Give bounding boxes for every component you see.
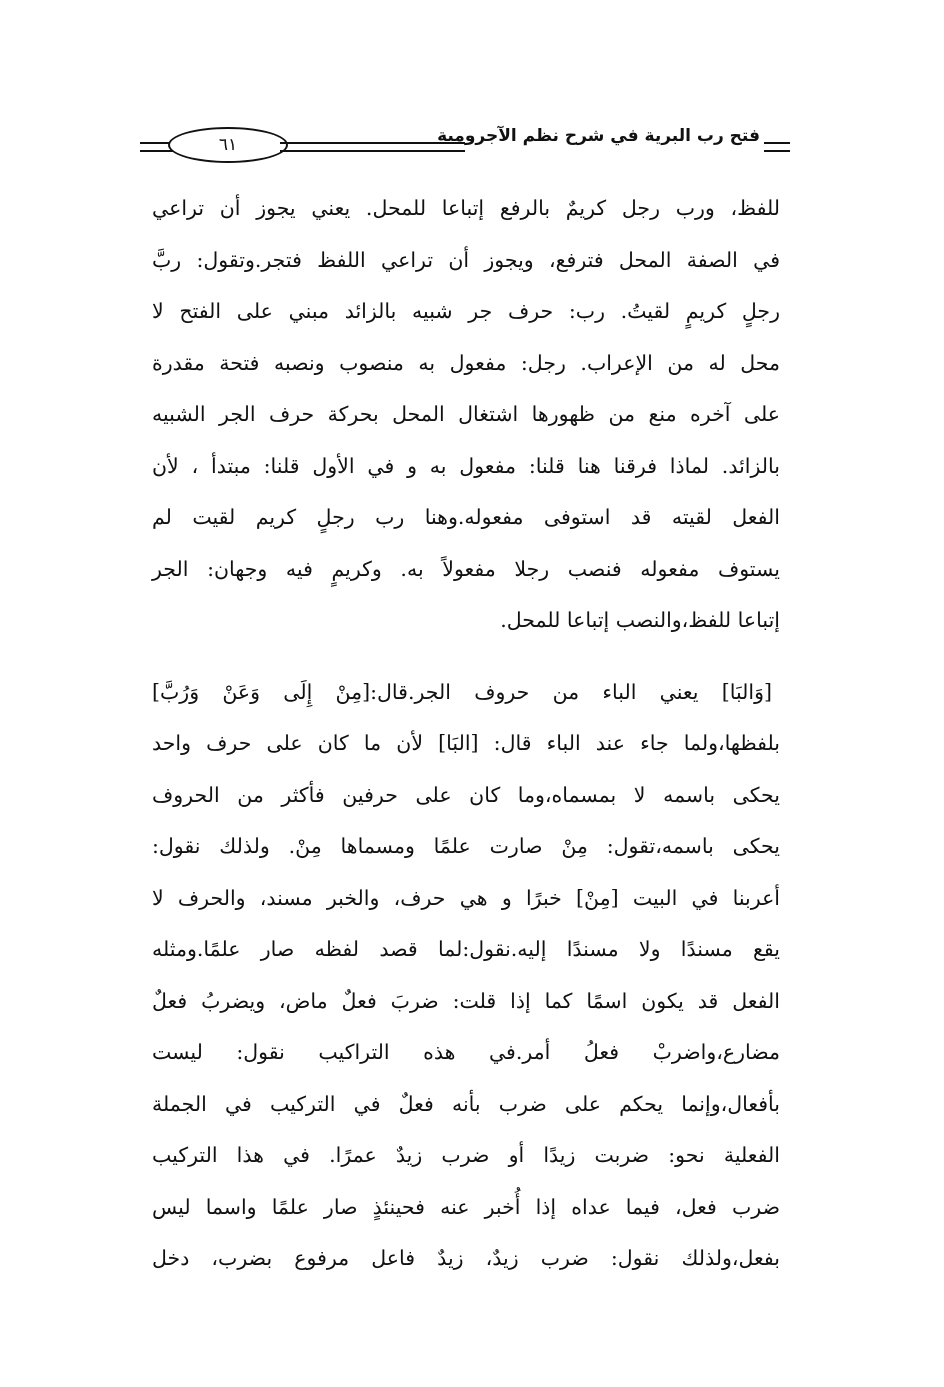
text-line: رجلٍ كريمٍ لقيتُ. رب: حرف جر شبيه بالزائد مبني على الفتح لا bbox=[152, 299, 780, 323]
text-line: ضرب فعل، فيما عداه إذا أُخبر عنه فحينئذٍ صار علمًا واسما ليس bbox=[152, 1194, 780, 1219]
text-line: إتباعا للفظ،والنصب إتباعا للمحل. bbox=[500, 608, 780, 632]
running-header bbox=[140, 118, 790, 158]
paragraph-2 bbox=[152, 667, 780, 1285]
text-line: بلفظها،ولما جاء عند الباء قال: [البَا] لأن ما كان على حرف واحد bbox=[152, 731, 780, 755]
text-line: الفعل لقيته قد استوفى مفعوله.وهنا رب رجلٍ كريم لقيت لم bbox=[152, 505, 780, 529]
paragraph-1 bbox=[152, 183, 780, 647]
text-line: يحكى باسمه،تقول: مِنْ صارت علمًا ومسماها مِنْ. ولذلك نقول: bbox=[152, 834, 780, 858]
text-line: الفعل قد يكون اسمًا كما إذا قلت: ضربَ فعلٌ ماض، ويضربُ فعلٌ bbox=[152, 988, 780, 1013]
header-rule-right bbox=[764, 142, 790, 152]
text-line: يقع مسندًا ولا مسندًا إليه.نقول:لما قصد لفظه صار علمًا.ومثله bbox=[152, 937, 780, 961]
text-line: مضارع،واضربْ فعلُ أمر.في هذه التراكيب نقول: ليست bbox=[152, 1040, 780, 1064]
page-number: ٦١ bbox=[168, 127, 288, 163]
text-line: بالزائد. لماذا فرقنا هنا قلنا: مفعول به و في الأول قلنا: مبتدأ ، لأن bbox=[152, 453, 780, 478]
paragraph-gap bbox=[152, 647, 780, 667]
text-line: على آخره منع من ظهورها اشتغال المحل بحركة حرف الجر الشبيه bbox=[152, 402, 780, 426]
text-line: الفعلية نحو: ضربت زيدًا أو ضرب زيدٌ عمرًا. في هذا التركيب bbox=[152, 1143, 780, 1167]
text-line: [وَالبَا] يعني الباء من حروف الجر.قال:[مِنْ إِلَى وَعَنْ وَرُبَّ] bbox=[152, 679, 772, 704]
text-line: للفظ، ورب رجل كريمٌ بالرفع إتباعا للمحل. يعني يجوز أن تراعي bbox=[152, 196, 780, 220]
body-text bbox=[152, 183, 780, 1285]
text-line: يستوف مفعوله فنصب رجلا مفعولاً به. وكريمٍ فيه وجهان: الجر bbox=[152, 556, 780, 581]
text-line: محل له من الإعراب. رجل: مفعول به منصوب ونصبه فتحة مقدرة bbox=[152, 350, 780, 375]
text-line: أعربنا في البيت [مِنْ] خبرًا و هي حرف، والخبر مسند، والحرف لا bbox=[152, 885, 780, 910]
header-title: فتح رب البرية في شرح نظم الآجرومية bbox=[437, 126, 760, 146]
text-line: بفعل،ولذلك نقول: ضرب زيدٌ، زيدٌ فاعل مرفوع بضرب، دخل bbox=[152, 1246, 780, 1270]
text-line: في الصفة المحل فترفع، ويجوز أن تراعي اللفظ فتجر.وتقول: ربَّ bbox=[152, 247, 780, 272]
text-line: يحكى باسمه لا بمسماه،وما كان على حرفين فأكثر من الحروف bbox=[152, 782, 780, 807]
text-line: بأفعال،وإنما يحكم على ضرب بأنه فعلٌ في التركيب في الجملة bbox=[152, 1091, 780, 1116]
